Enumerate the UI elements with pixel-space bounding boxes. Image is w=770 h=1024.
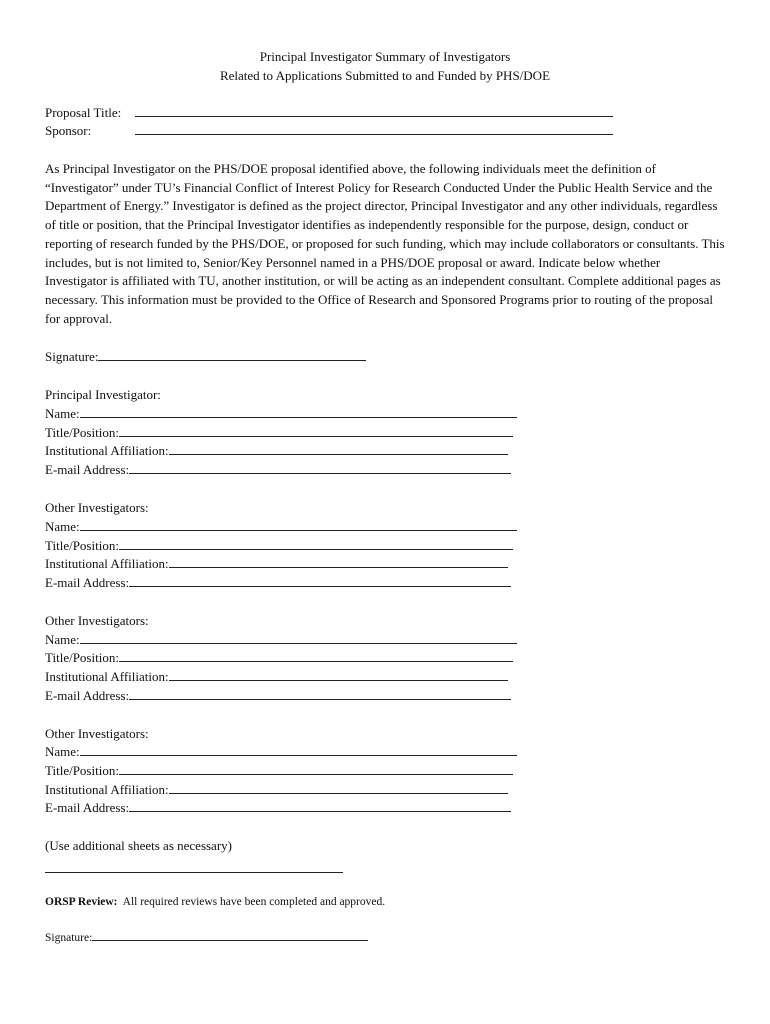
proposal-title-label: Proposal Title: (45, 105, 122, 120)
affiliation-row (45, 555, 508, 573)
orsp-review-row (45, 893, 385, 911)
section-heading: Other Investigators: (45, 726, 149, 741)
affiliation-row (45, 668, 508, 686)
divider-line (45, 872, 343, 873)
name-field[interactable] (80, 518, 517, 531)
title-position-field[interactable] (119, 762, 513, 775)
email-row (45, 461, 511, 479)
affiliation-field[interactable] (169, 781, 508, 794)
affiliation-row (45, 781, 508, 799)
orsp-signature-field[interactable] (92, 928, 368, 941)
name-label: Name: (45, 632, 80, 647)
section-heading: Principal Investigator: (45, 387, 161, 402)
section-heading: Other Investigators: (45, 500, 149, 515)
affiliation-field[interactable] (169, 555, 508, 568)
email-field[interactable] (129, 461, 511, 474)
email-row (45, 799, 511, 817)
name-row (45, 743, 517, 761)
orsp-review-text: All required reviews have been completed and approved. (122, 896, 386, 908)
proposal-title-field[interactable] (135, 104, 613, 117)
affiliation-field[interactable] (169, 442, 508, 455)
instructions-text: As Principal Investigator on the PHS/DOE proposal identified above, the following individuals meet the definition of “Investigator” under TU’s Financial Conflict of Interest Policy for Research Conducted Under the Public Health Service and the Department of Energy.” Investigator is defined as the project director, Principal Investigator and any other individuals, regardless of title or position, that the Principal Investigator identifies as independently responsible for the purpose, design, conduct or reporting of research funded by the PHS/DOE, or proposed for such funding, which may include collaborators or consultants. This includes, but is not limited to, Senior/Key Personnel named in a PHS/DOE proposal or award. Indicate below whether Investigator is affiliated with TU, another institution, or will be acting as an independent consultant. Complete additional pages as necessary. This information must be provided to the Office of Research and Sponsored Programs prior to routing of the proposal for approval. (45, 161, 725, 326)
name-label: Name: (45, 406, 80, 421)
title-position-field[interactable] (119, 537, 513, 550)
email-field[interactable] (129, 574, 511, 587)
email-row (45, 574, 511, 592)
additional-sheets-note: (Use additional sheets as necessary) (45, 838, 232, 853)
affiliation-label: Institutional Affiliation: (45, 556, 169, 571)
title-position-label: Title/Position: (45, 763, 119, 778)
document-title: Principal Investigator Summary of Investigators (259, 49, 511, 64)
orsp-review-label: ORSP Review: (45, 896, 118, 908)
email-label: E-mail Address: (45, 688, 130, 703)
email-label: E-mail Address: (45, 800, 130, 815)
title-position-field[interactable] (119, 424, 513, 437)
sponsor-row (45, 122, 613, 140)
email-label: E-mail Address: (45, 575, 130, 590)
document-subtitle: Related to Applications Submitted to and Funded by PHS/DOE (219, 68, 551, 83)
name-label: Name: (45, 744, 80, 759)
name-row (45, 405, 517, 423)
email-row (45, 687, 511, 705)
pi-signature-field[interactable] (98, 348, 366, 361)
title-position-row (45, 537, 513, 555)
email-field[interactable] (129, 687, 511, 700)
proposal-title-row (45, 104, 613, 122)
title-position-row (45, 762, 513, 780)
name-field[interactable] (80, 743, 517, 756)
orsp-signature-label: Signature: (45, 932, 93, 944)
affiliation-label: Institutional Affiliation: (45, 669, 169, 684)
email-field[interactable] (129, 799, 511, 812)
sponsor-field[interactable] (135, 122, 613, 135)
sponsor-label: Sponsor: (45, 123, 92, 138)
affiliation-field[interactable] (169, 668, 508, 681)
instructions-paragraph (45, 160, 725, 328)
affiliation-row (45, 442, 508, 460)
pi-signature-row (45, 348, 366, 366)
title-position-label: Title/Position: (45, 425, 119, 440)
title-position-row (45, 424, 513, 442)
title-position-label: Title/Position: (45, 650, 119, 665)
title-position-row (45, 649, 513, 667)
title-position-field[interactable] (119, 649, 513, 662)
name-row (45, 631, 517, 649)
affiliation-label: Institutional Affiliation: (45, 782, 169, 797)
name-label: Name: (45, 519, 80, 534)
title-position-label: Title/Position: (45, 538, 119, 553)
orsp-signature-row (45, 928, 368, 947)
email-label: E-mail Address: (45, 462, 130, 477)
name-field[interactable] (80, 631, 517, 644)
affiliation-label: Institutional Affiliation: (45, 443, 169, 458)
section-heading: Other Investigators: (45, 613, 149, 628)
name-row (45, 518, 517, 536)
name-field[interactable] (80, 405, 517, 418)
pi-signature-label: Signature: (45, 349, 99, 364)
